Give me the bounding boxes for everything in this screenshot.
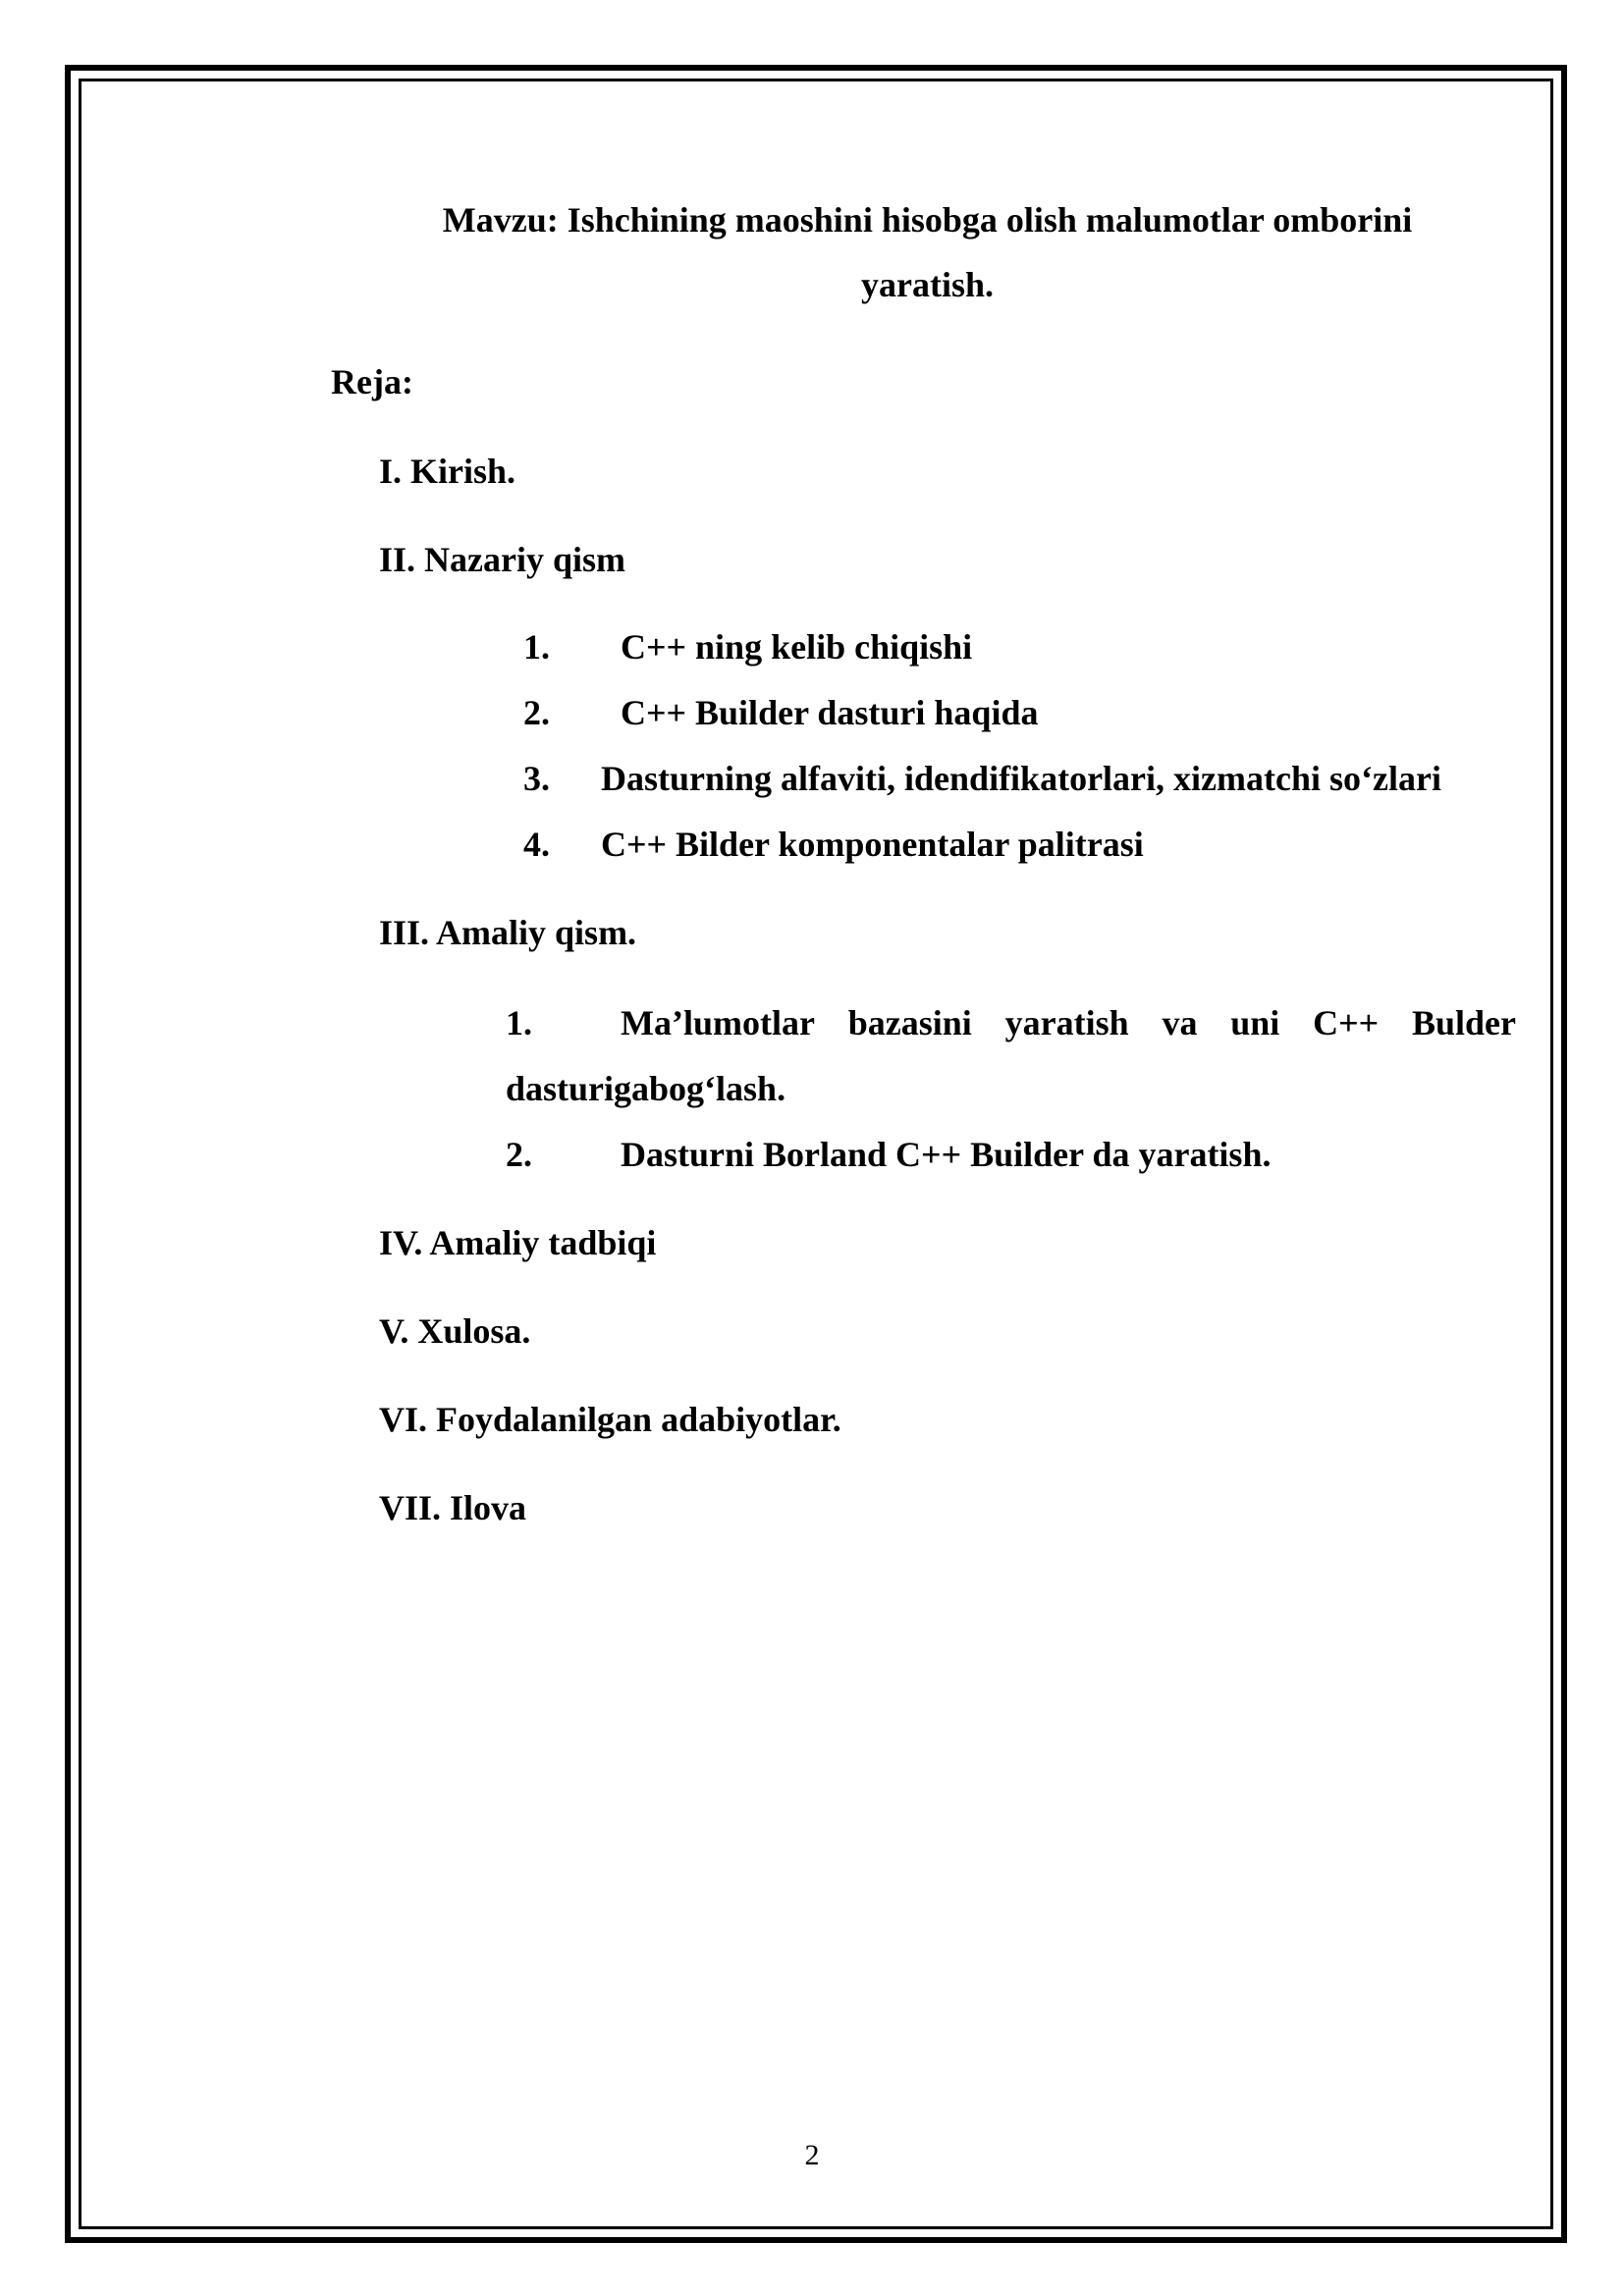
section-3-item-1-word: uni xyxy=(1230,1003,1280,1042)
section-5: V. Xulosa. xyxy=(379,1311,531,1351)
section-7: VII. Ilova xyxy=(379,1488,527,1527)
section-3-item-1-text xyxy=(621,1001,1516,1044)
section-2-item-4-number: 4. xyxy=(523,825,550,864)
document-title-line-1: Mavzu: Ishchining maoshini hisobga olish malumotlar omborini xyxy=(442,200,1413,240)
section-3-item-2-text: Dasturni Borland C++ Builder da yaratish. xyxy=(621,1135,1272,1174)
section-3-item-1-number: 1. xyxy=(506,1003,532,1042)
section-2-item-2-text: C++ Builder dasturi haqida xyxy=(621,693,1039,732)
section-2: II. Nazariy qism xyxy=(379,540,625,579)
section-3-item-2-number: 2. xyxy=(506,1135,532,1174)
section-3-item-1-word: Bulder xyxy=(1411,1003,1516,1042)
section-3-item-1-word: C++ xyxy=(1313,1003,1380,1042)
page-number: 2 xyxy=(804,2139,820,2171)
section-3-item-1-word: bazasini xyxy=(847,1003,972,1042)
section-3: III. Amaliy qism. xyxy=(379,913,637,952)
section-2-item-3-number: 3. xyxy=(523,759,550,798)
section-3-item-1-word: va xyxy=(1162,1003,1198,1042)
section-6: VI. Foydalanilgan adabiyotlar. xyxy=(379,1400,841,1439)
section-3-item-1-word: yaratish xyxy=(1004,1003,1129,1042)
document-title-line-2: yaratish. xyxy=(861,265,994,304)
section-2-item-2-number: 2. xyxy=(523,693,550,732)
section-1: I. Kirish. xyxy=(379,452,516,491)
section-3-item-1-continuation: dasturigabog‘lash. xyxy=(506,1069,786,1108)
section-2-item-1-text: C++ ning kelib chiqishi xyxy=(621,627,973,667)
section-2-item-1-number: 1. xyxy=(523,627,550,667)
plan-heading: Reja: xyxy=(331,362,413,401)
section-3-item-1-word: Ma’lumotlar xyxy=(621,1003,815,1042)
section-2-item-3-text: Dasturning alfaviti, idendifikatorlari, xizmatchi so‘zlari xyxy=(601,759,1441,798)
section-2-item-4-text: C++ Bilder komponentalar palitrasi xyxy=(601,825,1144,864)
section-4: IV. Amaliy tadbiqi xyxy=(379,1223,657,1262)
